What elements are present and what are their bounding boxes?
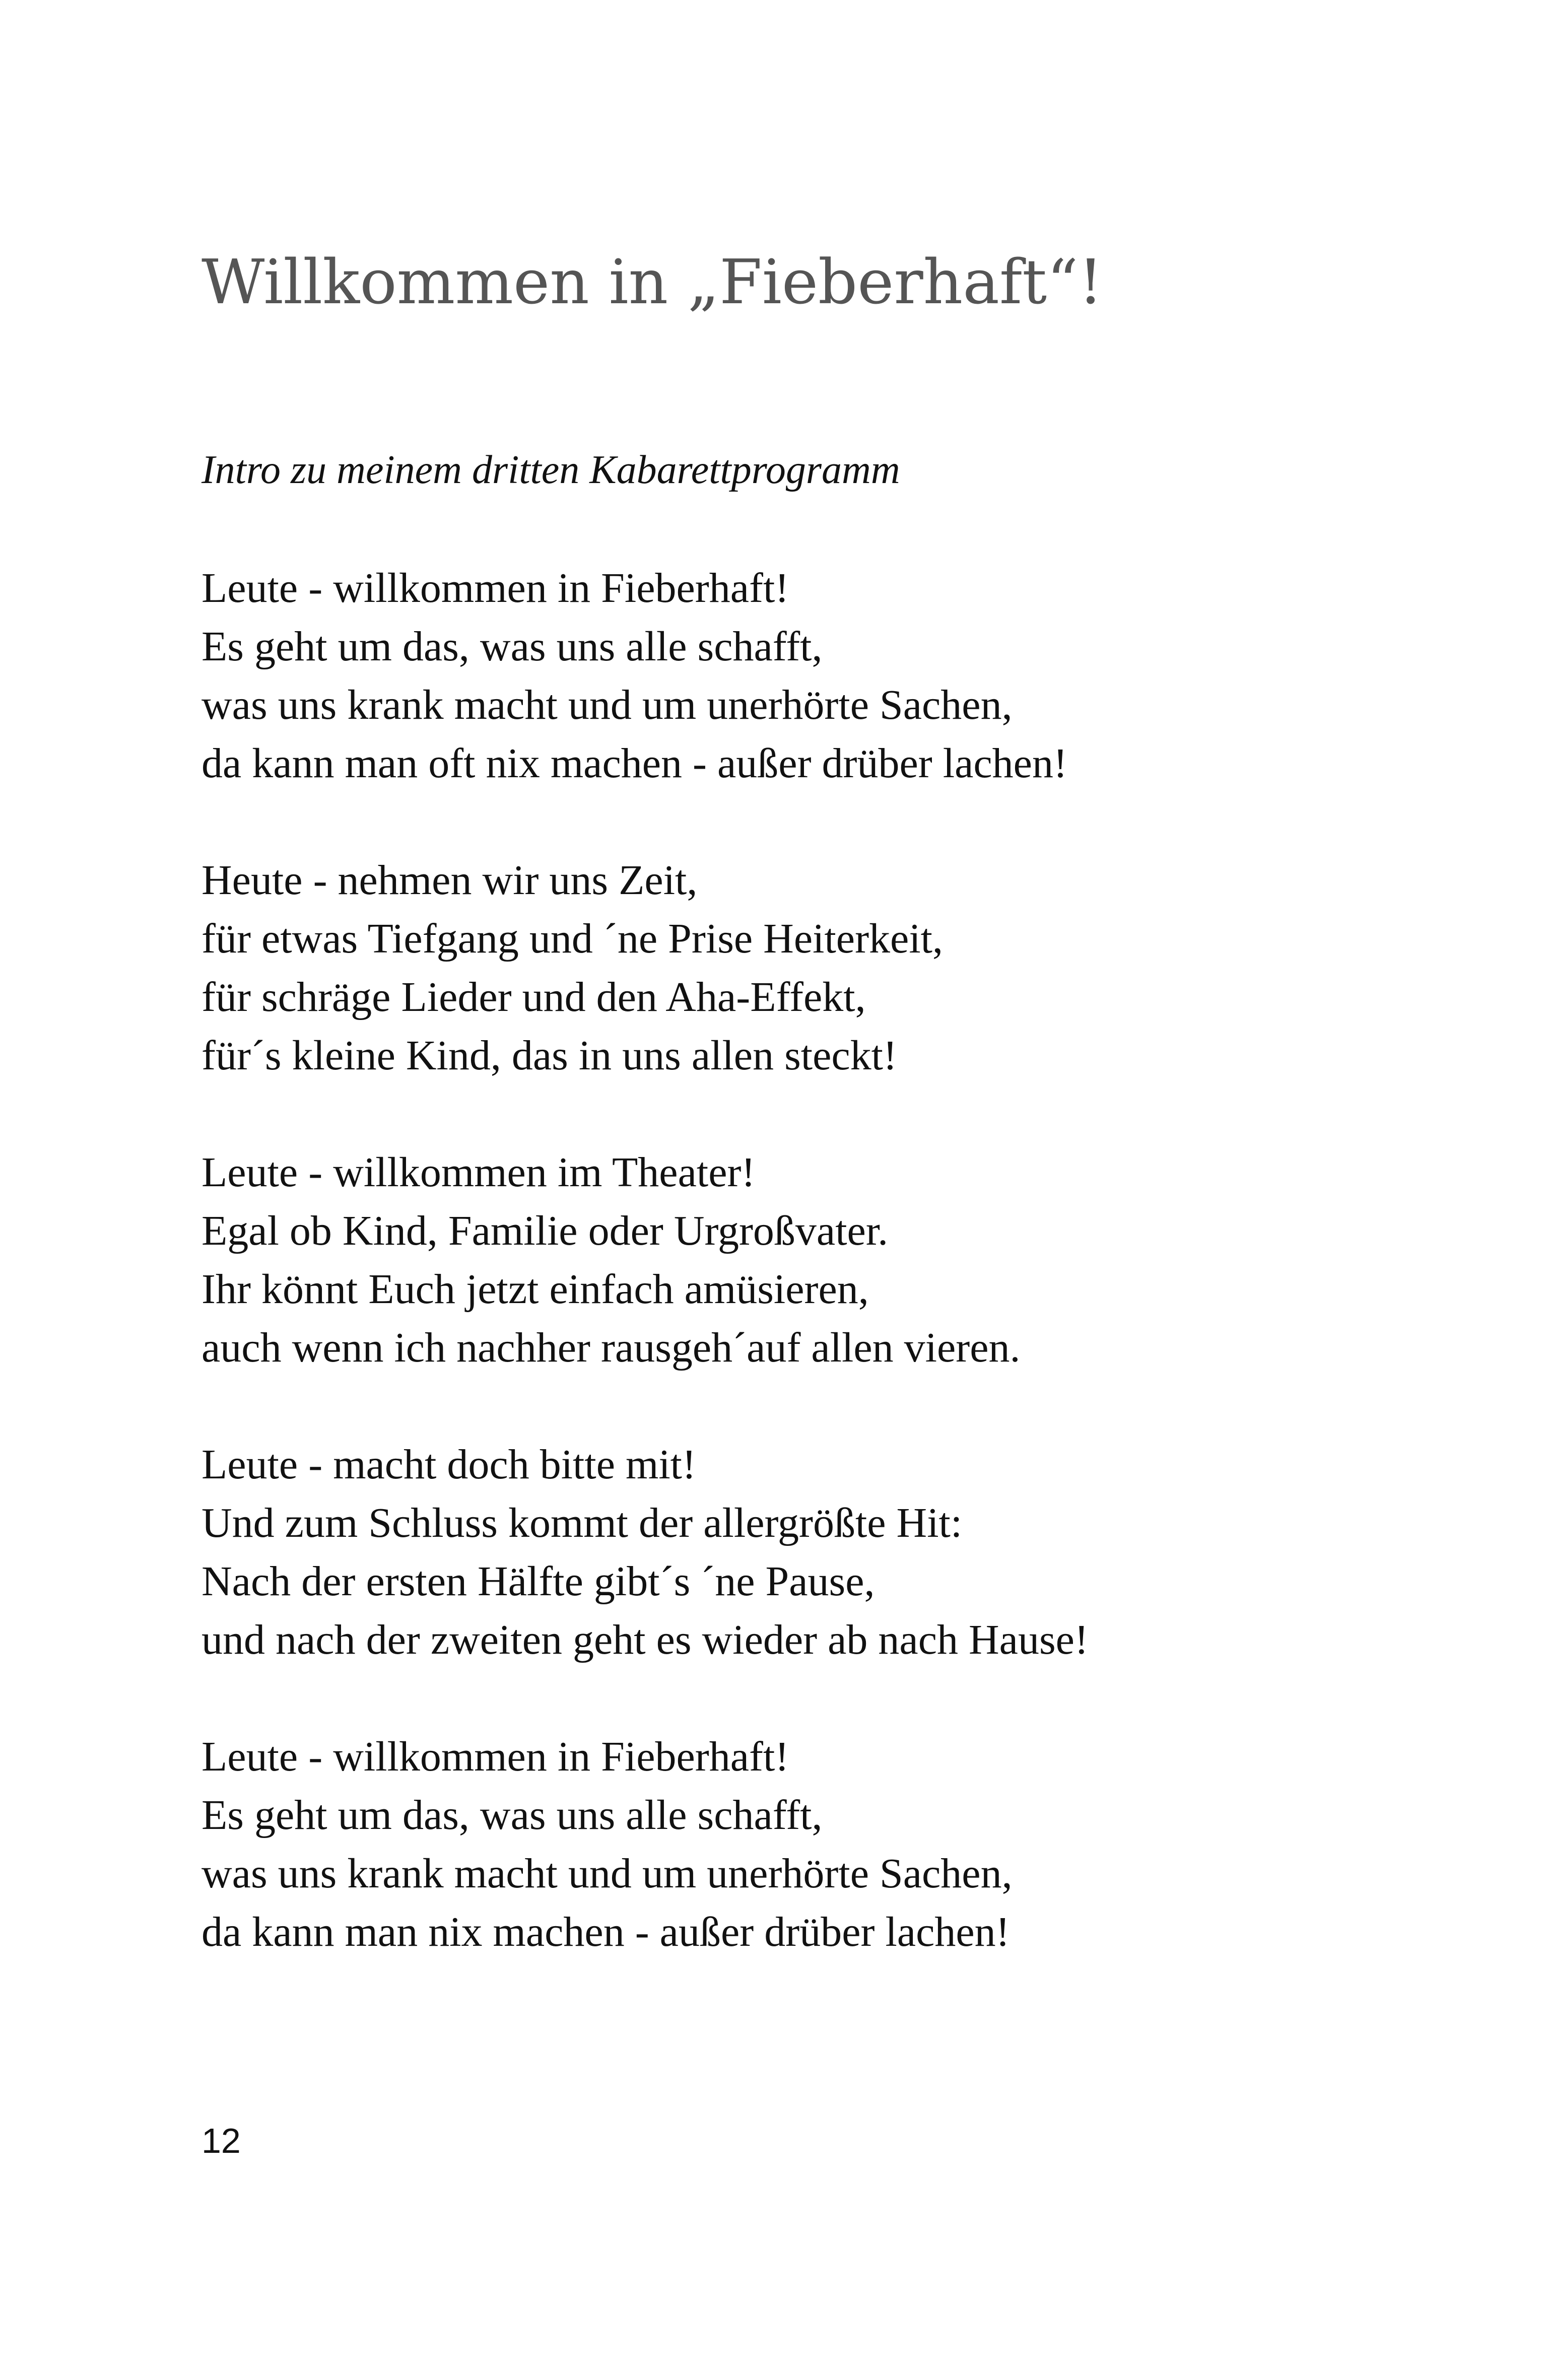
stanza-2: [201, 851, 943, 1085]
verse-line: was uns krank macht und um unerhörte Sachen,: [201, 682, 1013, 728]
verse-line: für etwas Tiefgang und ´ne Prise Heiterkeit,: [201, 915, 944, 962]
verse-line: Egal ob Kind, Familie oder Urgroßvater.: [201, 1207, 889, 1254]
verse-line: Leute - willkommen in Fieberhaft!: [201, 1733, 789, 1780]
verse-line: Leute - willkommen im Theater!: [201, 1149, 756, 1196]
verse-line: für schräge Lieder und den Aha-Effekt,: [201, 974, 866, 1021]
stanza-3: [201, 1143, 1021, 1377]
verse-line: Nach der ersten Hälfte gibt´s ´ne Pause,: [201, 1558, 875, 1605]
verse-line: Und zum Schluss kommt der allergrößte Hit:: [201, 1500, 963, 1546]
verse-line: da kann man nix machen - außer drüber lachen!: [201, 1909, 1010, 1955]
stanza-5: [201, 1728, 1013, 1961]
verse-line: was uns krank macht und um unerhörte Sachen,: [201, 1850, 1013, 1897]
verse-line: und nach der zweiten geht es wieder ab nach Hause!: [201, 1616, 1089, 1663]
verse-line: Es geht um das, was uns alle schafft,: [201, 1792, 823, 1839]
stanza-1: [201, 559, 1067, 793]
subtitle: Intro zu meinem dritten Kabarettprogramm: [201, 448, 900, 492]
verse-line: Es geht um das, was uns alle schafft,: [201, 623, 823, 670]
page-number: 12: [201, 2121, 241, 2160]
verse-line: Leute - macht doch bitte mit!: [201, 1441, 696, 1488]
verse-line: Heute - nehmen wir uns Zeit,: [201, 857, 698, 904]
verse-line: auch wenn ich nachher rausgeh´auf allen vieren.: [201, 1324, 1021, 1371]
verse-line: für´s kleine Kind, das in uns allen steckt!: [201, 1032, 897, 1079]
stanza-4: [201, 1436, 1089, 1669]
verse-line: Leute - willkommen in Fieberhaft!: [201, 565, 789, 611]
page-title: Willkommen in „Fieberhaft“!: [201, 246, 1103, 318]
verse-line: Ihr könnt Euch jetzt einfach amüsieren,: [201, 1266, 869, 1313]
verse-line: da kann man oft nix machen - außer drüber lachen!: [201, 740, 1067, 787]
